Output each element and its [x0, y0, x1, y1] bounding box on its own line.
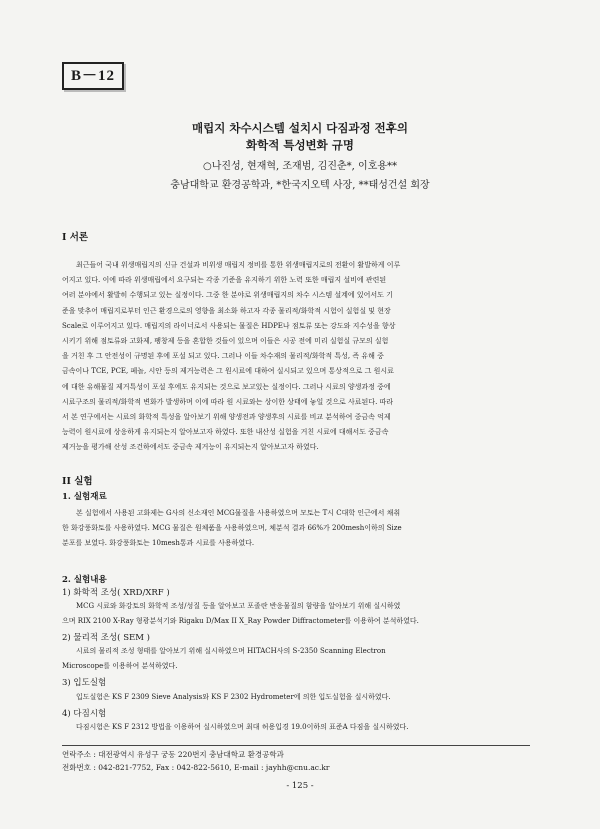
paragraph-line: Microscope를 이용하여 분석하였다. [62, 662, 178, 671]
paragraph-line: 으며 RIX 2100 X-Ray 형광분석기와 Rigaku D/Max II X_Ray Powder Diffractometer를 이용하여 분석하였다. [62, 617, 419, 626]
affiliations: 충남대학교 환경공학과, *한국지오텍 사장, **태성건설 회장 [170, 180, 430, 191]
experiment-heading: II 실험 [62, 476, 93, 487]
paragraph-line: 금속이나 TCE, PCE, 페놀, 시안 등의 제거능력은 그 원시료에 대하여 실시되고 있으며 통상적으로 그 원시료 [62, 367, 394, 376]
paragraph-line: 다짐시험은 KS F 2312 방법을 이용하여 실시하였으며 최대 허용입경 19.0이하의 표준A 다짐을 실시하였다. [76, 723, 409, 731]
paragraph-line: 을 거친 후 그 안전성이 규명된 후에 포설 되고 있다. 그러나 이들 차수재의 물리적/화학적 특성, 즉 유해 중 [62, 352, 384, 361]
page-number: - 125 - [286, 781, 314, 791]
paragraph-line: 에 대한 유해물질 제거특성이 포설 후에도 유지되는 것으로 보고있는 실정이다. 그러나 시료의 양생과정 중에 [62, 382, 391, 391]
title-line-2: 화학적 특성변화 규명 [246, 138, 354, 152]
title-line-1: 매립지 차수시스템 설치시 다짐과정 전후의 [192, 121, 408, 135]
contact-phone: 전화번호 : 042-821-7752, Fax : 042-822-5610, E-mail : jayhh@cnu.ac.kr [62, 763, 330, 772]
paragraph-line: 입도실험은 KS F 2309 Sieve Analysis와 KS F 2302 Hydrometer에 의한 입도실험을 실시하였다. [76, 693, 391, 701]
item4-paragraph [62, 720, 536, 735]
paragraph-line: 여러 분야에서 활발히 수행되고 있는 실정이다. 그중 한 분야로 위생매립지의 차수 시스템 설계에 있어서도 기 [62, 291, 393, 300]
paragraph-line: 분포를 보였다. 화강풍화토는 10mesh통과 시료를 사용하였다. [62, 539, 255, 548]
paragraph-line: 본 실험에서 사용된 고화제는 G사의 신소재인 MCG물질을 사용하였으며 모토는 T시 C대학 인근에서 채취 [76, 509, 401, 517]
paragraph-line: 시료의 물리적 조성 형태를 알아보기 위해 실시하였으며 HITACH사의 S-2350 Scanning Electron [76, 647, 386, 655]
paragraph-line: 능력이 원시료에 상응하게 유지되는지 알아보고자 하였다. 또한 내산성 실험을 거친 시료에 대해서도 중금속 [62, 428, 389, 437]
materials-heading: 1. 실험재료 [62, 492, 107, 502]
paragraph-line: 어지고 있다. 이에 따라 위생매립에서 요구되는 각종 기준을 유지하기 위한 노력 또한 매립지 설비에 관련된 [62, 276, 387, 285]
materials-paragraph [62, 506, 536, 552]
item1-heading: 1) 화학적 조성( XRD/XRF ) [62, 588, 170, 598]
contact-address: 연락주소 : 대전광역시 유성구 궁동 220번지 충남대학교 환경공학과 [62, 750, 284, 759]
item2-paragraph [62, 644, 536, 674]
intro-heading: I 서론 [62, 232, 89, 243]
item3-heading: 3) 입도실험 [62, 678, 107, 688]
paragraph-line: Scale로 이루어지고 있다. 매립지의 라이너로서 사용되는 물질은 HDPE나 점토류 또는 강도와 지수성을 향상 [62, 321, 396, 330]
item3-paragraph [62, 690, 536, 705]
paragraph-line: 시료구조의 물리적/화학적 변화가 발생하며 이에 따라 원 시료와는 상이한 상태에 놓일 것으로 사료된다. 따라 [62, 397, 394, 406]
item4-heading: 4) 다짐시험 [62, 709, 107, 719]
paragraph-line: 준을 맞추어 매립지로부터 인근 환경으로의 영향을 최소화 하고자 각종 물리적/화학적 시험이 실험실 및 현장 [62, 306, 391, 315]
contents-heading: 2. 실험내용 [62, 575, 107, 585]
paragraph-line: 서 본 연구에서는 시료의 화학적 특성을 알아보기 위해 양생전과 양생후의 시료를 비교 분석하여 중금속 억제 [62, 413, 391, 422]
footer-rule [62, 745, 530, 746]
paragraph-line: 한 화강풍화토를 사용하였다. MCG 물질은 원체품을 사용하였으며, 체분석 결과 66%가 200mesh이하의 Size [62, 524, 402, 533]
paragraph-line: 제거능을 평가해 산성 조건하에서도 중금속 제거능이 유지되는지 알아보고자 하였다. [62, 443, 319, 452]
paragraph-line: MCG 시료와 화강토의 화학적 조성/성질 등을 알아보고 포졸란 반응물질의 함량을 알아보기 위해 실시하였 [76, 602, 401, 610]
item2-heading: 2) 물리적 조성( SEM ) [62, 633, 150, 643]
paper-code-box: B－12 [62, 62, 124, 90]
intro-paragraph [62, 258, 536, 456]
paragraph-line: 시키기 위해 점토류와 고화제, 팽창제 등을 혼합한 것들이 있으며 이들은 시공 전에 미리 실험실 규모의 실험 [62, 337, 389, 346]
item1-paragraph [62, 599, 536, 629]
authors: ○나진성, 현재혁, 조재범, 김진춘*, 이호용** [202, 161, 398, 172]
paragraph-line: 최근들어 국내 위생매립지의 신규 건설과 비위생 매립지 정비를 통한 위생매립지로의 전환이 활발하게 이루 [76, 261, 401, 269]
